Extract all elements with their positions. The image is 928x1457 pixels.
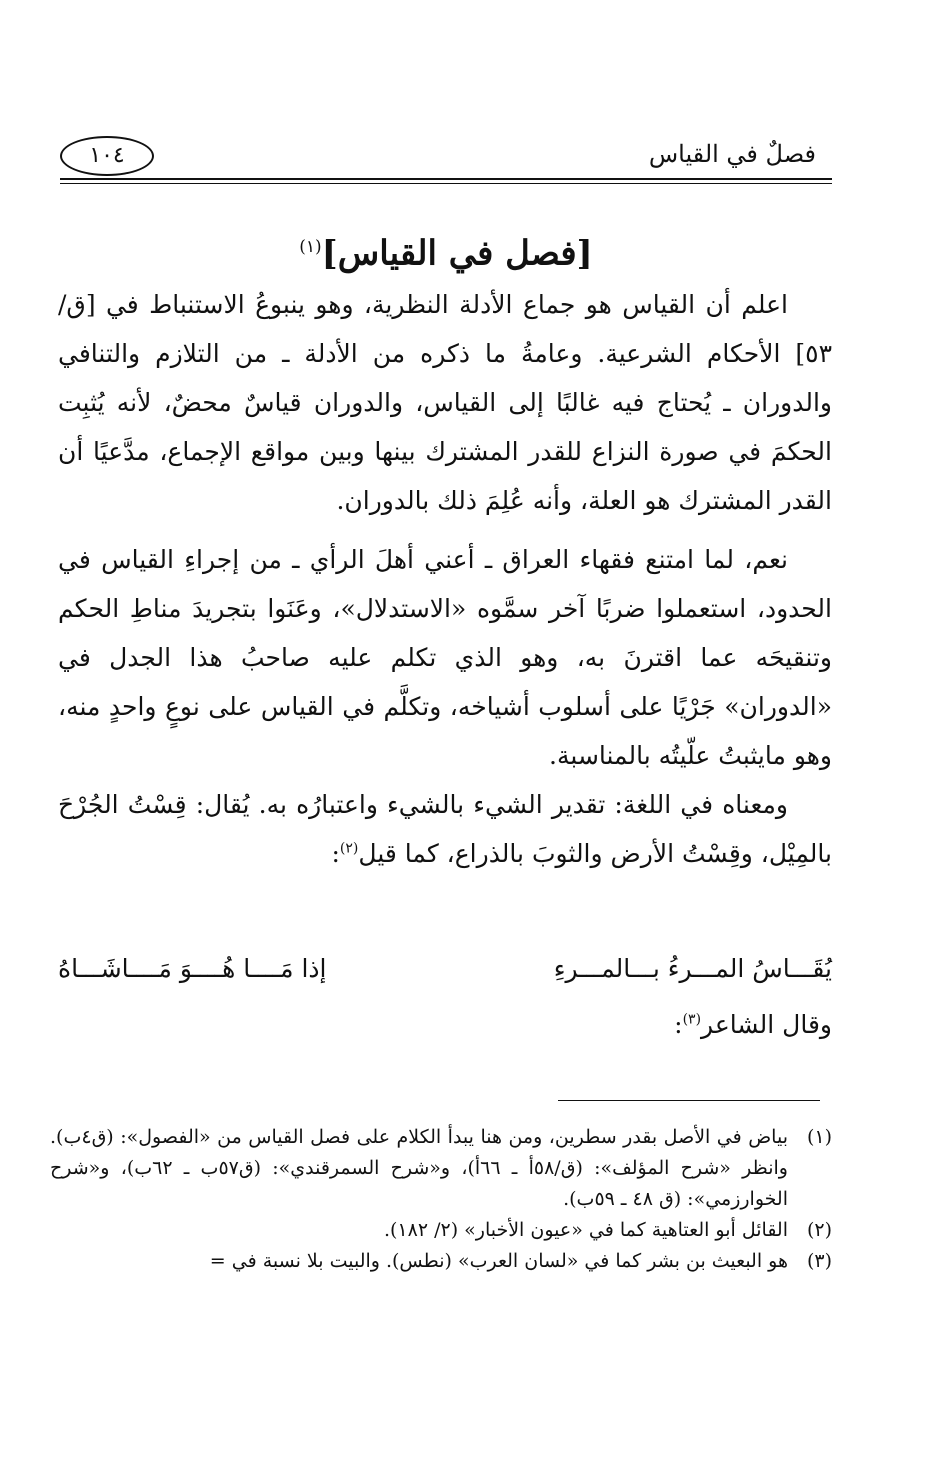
paragraph-1: اعلم أن القياس هو جماع الأدلة النظرية، وهو ينبوعُ الاستنباط في [ق/٥٣] الأحكام الشرعية. وعامةُ ما ذكره من الأدلة ـ من التلازم والتنافي والدوران ـ يُحتاج فيه غالبًا إلى القياس، والدوران قياسٌ محضٌ، لأنه يُثبِت الحكمَ في صورة النزاع للقدر المشترك بينها وبين مواقع الإجماع، مدَّعيًا أن القدر المشترك هو العلة، وأنه عُلِمَ ذلك بالدوران.: [58, 290, 832, 515]
footnote-separator: [558, 1100, 820, 1101]
footnote-1: [50, 1122, 832, 1215]
footnote-ref-1: (١): [299, 237, 322, 257]
footnote-mark: (٢): [806, 1219, 832, 1241]
main-text: [58, 280, 832, 878]
footnote-text: بياض في الأصل بقدر سطرين، ومن هنا يبدأ الكلام على فصل القياس من «الفصول»: (ق٤ب). وانظر «شرح المؤلف»: (ق/٥٨أ ـ ٦٦أ)، و«شرح السمرقندي»: (ق٥٧ب ـ ٦٢ب)، و«شرح الخوارزمي»: (ق ٤٨ ـ ٥٩ب).: [50, 1126, 788, 1210]
footnote-mark: (١): [806, 1126, 832, 1148]
paragraph-3-colon: :: [331, 839, 340, 868]
footnote-2: [50, 1215, 832, 1246]
paragraph-3: [58, 780, 832, 878]
header-rule-thin: [60, 183, 832, 184]
poet-intro-text: وقال الشاعر: [701, 1010, 832, 1039]
footnote-ref-3: (٣): [682, 1011, 702, 1028]
chapter-title: [فصل في القياس]: [321, 233, 593, 274]
poet-intro-colon: :: [674, 1010, 683, 1039]
footnotes: [50, 1122, 832, 1277]
footnote-3: [50, 1246, 832, 1277]
header-rule: [60, 178, 832, 180]
poetry-verse: [58, 944, 832, 994]
footnote-text: القائل أبو العتاهية كما في «عيون الأخبار» (٢/ ١٨٢).: [383, 1219, 788, 1241]
footnote-text: هو البعيث بن بشر كما في «لسان العرب» (نطس). والبيت بلا نسبة في =: [209, 1250, 788, 1272]
paragraph-2: نعم، لما امتنع فقهاء العراق ـ أعني أهلَ الرأي ـ من إجراءِ القياس في الحدود، استعملوا ضربًا آخر سمَّوه «الاستدلال»، وعَنَوا بتجريدَ مناطِ الحكم وتنقيحَه عما اقترنَ به، وهو الذي تكلم عليه صاحبُ هذا الجدل في «الدوران» جَرْيًا على أسلوب أشياخه، وتكلَّم في القياس على نوعٍ واحدٍ منه، وهو مايثبتُ علّيتُه بالمناسبة.: [58, 545, 832, 770]
verse-second-hemistich: إذا مَــــا هُــــوَ مَــــاشَـــاهُ: [58, 954, 327, 983]
verse-first-hemistich: يُقَـــاسُ المـــرءُ بـــالمـــرءِ: [553, 954, 832, 983]
paragraph-3-text: ومعناه في اللغة: تقدير الشيء بالشيء واعتبارُه به. يُقال: قِسْتُ الجُرْحَ بالمِيْل، وقِسْتُ الأرض والثوبَ بالذراع، كما قيل: [58, 790, 832, 868]
page-number: ١٠٤: [60, 136, 154, 176]
chapter-heading: [60, 222, 832, 278]
running-header: [60, 132, 832, 182]
footnote-ref-2: (٢): [339, 840, 359, 857]
running-title: فصلٌ في القياس: [648, 140, 816, 168]
poet-intro-line: [58, 1000, 832, 1050]
footnote-mark: (٣): [806, 1250, 832, 1272]
